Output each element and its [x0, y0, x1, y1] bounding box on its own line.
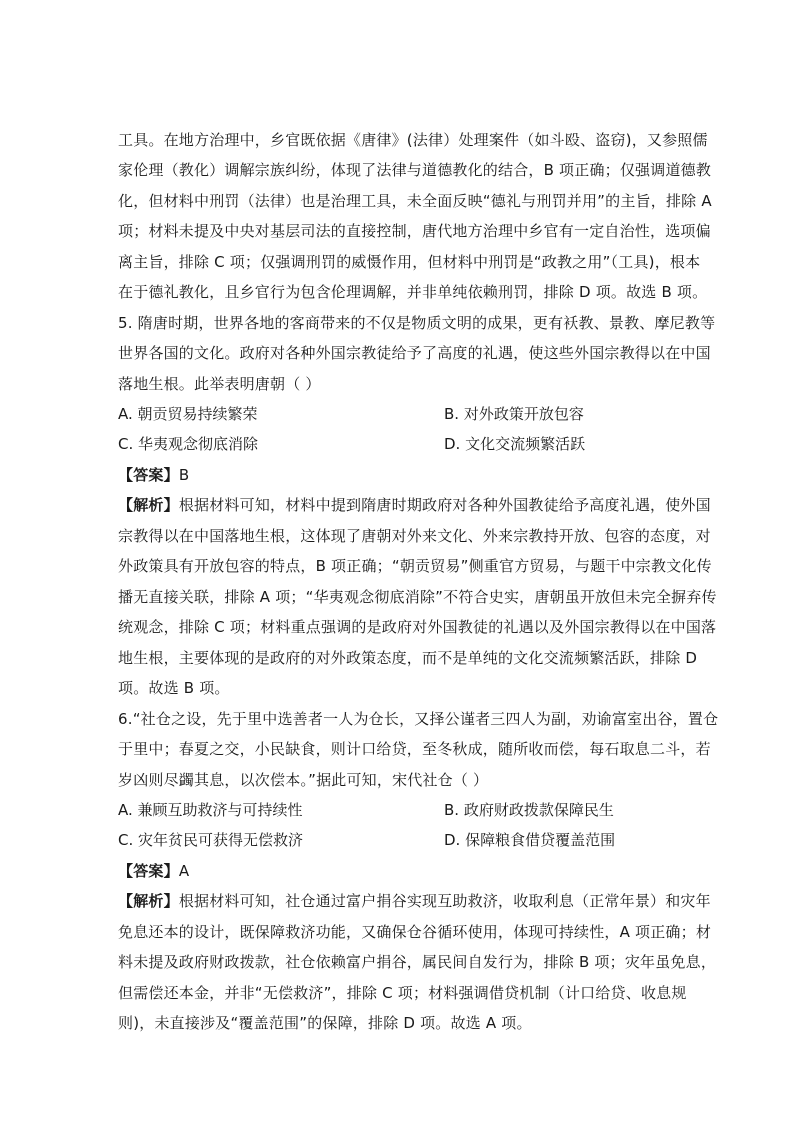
analysis-label: 【解析】 — [118, 892, 179, 910]
q4-analysis-line: 家伦理（教化）调解宗族纠纷，体现了法律与道德教化的结合，B 项正确；仅强调道德教 — [118, 161, 712, 179]
analysis-label: 【解析】 — [118, 496, 179, 514]
q4-analysis-line: 在于德礼教化，且乡官行为包含伦理调解，并非单纯依赖刑罚，排除 D 项。故选 B 项。 — [118, 283, 708, 301]
q6-analysis-line — [118, 891, 711, 911]
q5-stem-line: 落地生根。此举表明唐朝（ ） — [118, 375, 321, 393]
q6-stem-line: 岁凶则尽蠲其息，以次偿本。”据此可知，宋代社仓（ ） — [118, 771, 489, 789]
q6-option-a: A. 兼顾互助救济与可持续性 — [118, 801, 303, 819]
q6-stem-line: 于里中；春夏之交，小民缺食，则计口给贷，至冬秋成，随所收而偿，每石取息二斗，若 — [118, 740, 711, 758]
q6-stem-line: 6.“社仓之设，先于里中选善者一人为仓长，又择公谨者三四人为副，劝谕富室出谷，置仓 — [118, 710, 719, 728]
q6-option-d: D. 保障粮食借贷覆盖范围 — [444, 831, 616, 849]
q5-analysis-line: 统观念，排除 C 项；材料重点强调的是政府对外国教徒的礼遇以及外国宗教得以在中国落 — [118, 618, 717, 636]
q5-analysis-line: 地生根，主要体现的是政府的对外政策态度，而不是单纯的文化交流频繁活跃，排除 D — [118, 649, 698, 667]
answer-value: B — [178, 466, 190, 484]
q5-analysis-line: 外政策具有开放包容的特点，B 项正确；“朝贡贸易”侧重官方贸易，与题干中宗教文化传 — [118, 557, 712, 575]
q6-analysis-text: 根据材料可知，社仓通过富户捐谷实现互助救济，收取利息（正常年景）和灾年 — [178, 892, 711, 910]
q4-analysis-line: 工具。在地方治理中，乡官既依据《唐律》(法律）处理案件（如斗殴、盗窃)，又参照儒 — [118, 131, 708, 149]
q5-analysis-text: 根据材料可知，材料中提到隋唐时期政府对各种外国教徒给予高度礼遇，使外国 — [178, 496, 711, 514]
q4-analysis-line: 项；材料未提及中央对基层司法的直接控制，唐代地方治理中乡官有一定自治性，选项偏 — [118, 222, 711, 240]
q5-stem-line: 世界各国的文化。政府对各种外国宗教徒给予了高度的礼遇，使这些外国宗教得以在中国 — [118, 344, 711, 362]
answer-label: 【答案】 — [118, 466, 179, 484]
q6-answer — [118, 861, 189, 881]
q6-option-b: B. 政府财政拨款保障民生 — [444, 801, 614, 819]
q5-analysis-line: 宗教得以在中国落地生根，这体现了唐朝对外来文化、外来宗教持开放、包容的态度，对 — [118, 527, 711, 545]
q6-analysis-line: 但需偿还本金，并非“无偿救济”，排除 C 项；材料强调借贷机制（计口给贷、收息规 — [118, 984, 687, 1002]
q5-stem-line: 5. 隋唐时期，世界各地的客商带来的不仅是物质文明的成果，更有袄教、景教、摩尼教等 — [118, 314, 716, 332]
q5-option-c: C. 华夷观念彻底消除 — [118, 435, 259, 453]
q6-option-c: C. 灾年贫民可获得无偿救济 — [118, 831, 304, 849]
q5-option-b: B. 对外政策开放包容 — [444, 405, 584, 423]
answer-value: A — [178, 862, 190, 880]
q5-option-a: A. 朝贡贸易持续繁荣 — [118, 405, 258, 423]
q6-analysis-line: 免息还本的设计，既保障救济功能，又确保仓谷循环使用，体现可持续性，A 项正确；材 — [118, 923, 712, 941]
answer-label: 【答案】 — [118, 862, 179, 880]
q6-analysis-line: 料未提及政府财政拨款，社仓依赖富户捐谷，属民间自发行为，排除 B 项；灾年虽免息， — [118, 953, 717, 971]
q5-analysis-line — [118, 495, 711, 515]
q6-analysis-line: 则)，未直接涉及“覆盖范围”的保障，排除 D 项。故选 A 项。 — [118, 1014, 532, 1032]
q5-answer — [118, 465, 189, 485]
q5-analysis-line: 播无直接关联，排除 A 项；“华夷观念彻底消除”不符合史实，唐朝虽开放但未完全摒弃传 — [118, 588, 717, 606]
q5-option-d: D. 文化交流频繁活跃 — [444, 435, 586, 453]
q4-analysis-line: 化，但材料中刑罚（法律）也是治理工具，未全面反映“德礼与刑罚并用”的主旨，排除 A — [118, 192, 712, 210]
q4-analysis-line: 离主旨，排除 C 项；仅强调刑罚的威慑作用，但材料中刑罚是“政教之用”（工具)，根本 — [118, 253, 701, 271]
q5-analysis-line: 项。故选 B 项。 — [118, 679, 230, 697]
